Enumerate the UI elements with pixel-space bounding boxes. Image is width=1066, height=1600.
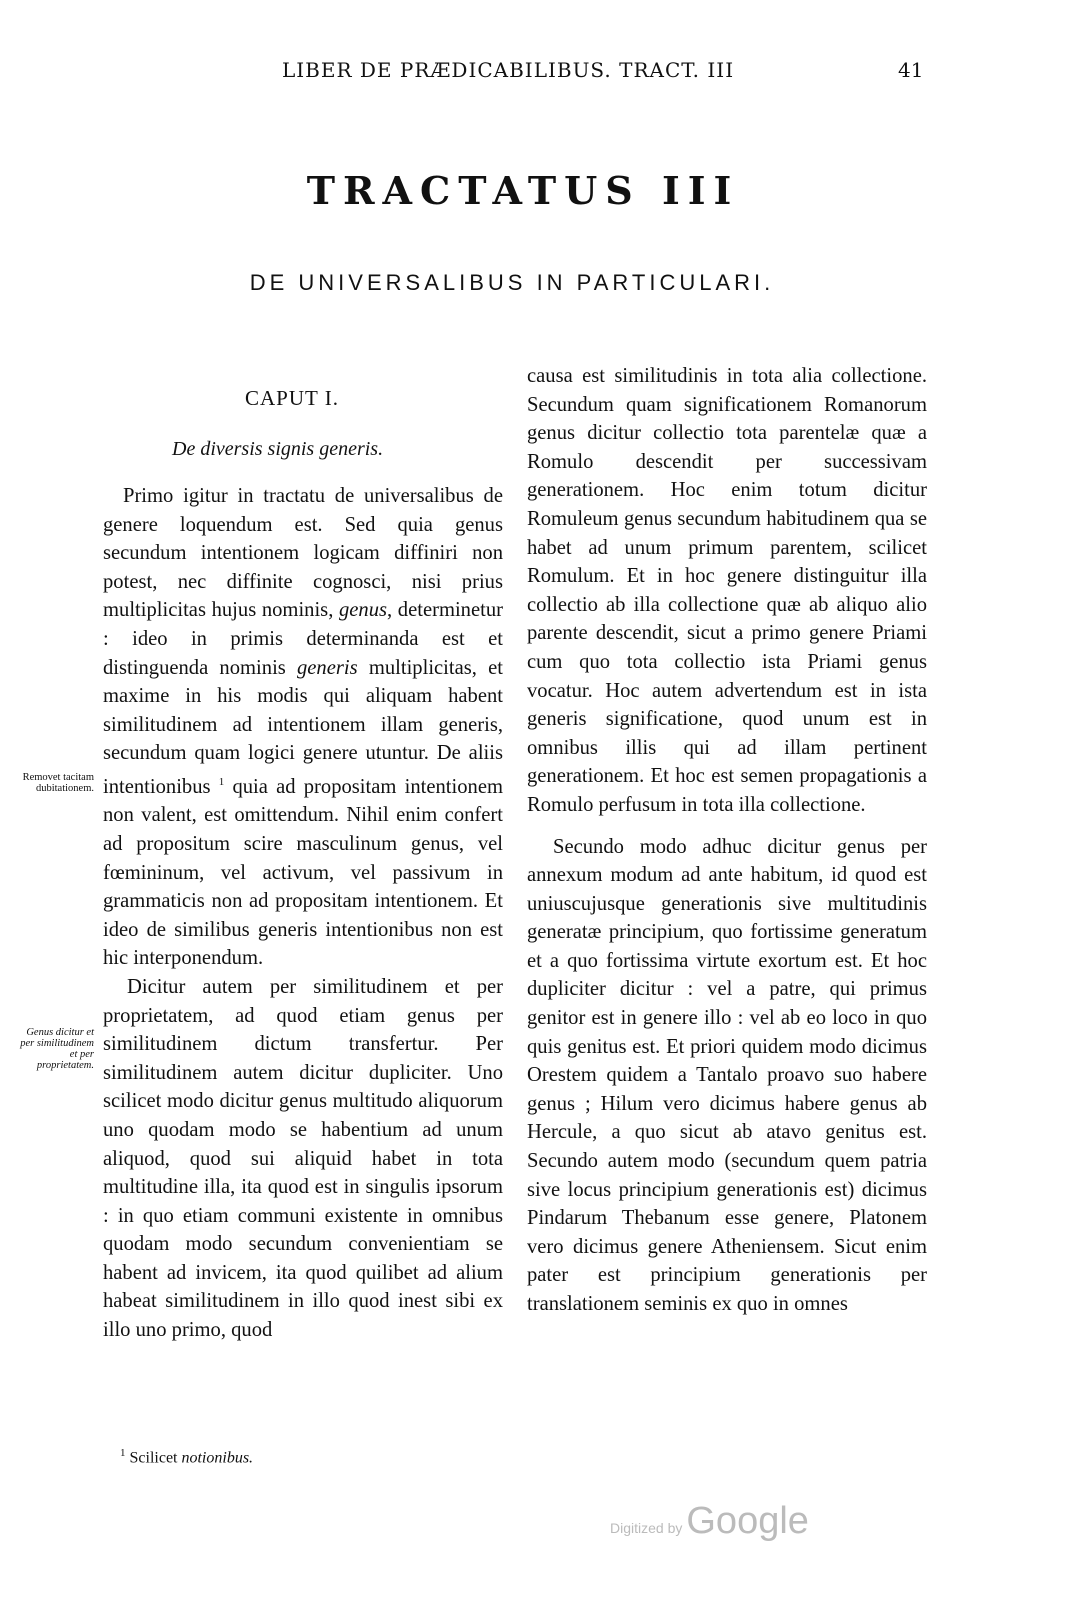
left-column [103,482,503,1345]
text-run: quia ad propositam intentionem non valent, est omittendum. Nihil enim confert ad propositum scire masculinum genus, vel fœmininum, vel activum, vel passivum in grammaticis non ad propositam intentionem. Et ideo de similibus generis intentionibus non est hic interponendum. [103,775,503,970]
caput-heading: CAPUT I. [245,386,339,410]
running-title: LIBER DE PRÆDICABILIBUS. TRACT. III [282,58,735,82]
google-logo: Google [686,1500,809,1542]
google-watermark [610,1500,809,1543]
watermark-prefix: Digitized by [610,1520,683,1536]
left-paragraph-2: Dicitur autem per similitudinem et per proprietatem, ad quod etiam genus per similitudinem dictum transfertur. Per similitudinem autem dicitur dupliciter. Uno scilicet modo dicitur genus multitudo aliquorum uno quodam modo se habentium ad unum aliquod, quod sui aliquid habet in tota multitudine illa, ita quod est in singulis ipsorum : in quo etiam communi existente in omnibus quodam modo secundum convenientiam se habent ad invicem, ita quod quilibet ad alium habeat similitudinem in illo quod inest sibi ex illo uno primo, quod [103,975,503,1342]
footnote-reference: 1 [218,775,225,788]
left-paragraph-1 [103,482,503,973]
italic-term: genus [338,599,388,622]
marginal-note-1: Removet tacitam dubitationem. [22,772,94,794]
footnote-text: Scilicet [129,1449,182,1467]
right-paragraph-2: Secundo modo adhuc dicitur genus per annexum modum ad ante habitum, id quod est uniuscujusque generationis sive multitudinis generatæ principium, quo fortissime generatum et a quo fortissima virtute exortum est. Et hoc dupliciter dicitur : vel a patre, qui primus genitor est in genere illo : vel ab eo loco in quo quis genitus est. Et priori quidem modo dicimus Orestem quidem a Tantalo proavo suo habere genus ; Hilum vero dicimus habere genus ab Hercule, a quo sicut ab atavo genitus est. Secundo autem modo (secundum quem patria sive locus principium generationis est) dicimus Pindarum Thebanum esse genere, Platonem vero dicimus genere Atheniensem. Sicut enim pater est principium generationis per translationem seminis ex quo in omnes [527,835,927,1315]
right-column [527,362,927,1319]
italic-term: generis [297,656,358,679]
caput-subheading: De diversis signis generis. [172,438,384,460]
right-paragraph-1: causa est similitudinis in tota alia collectione. Secundum quam significationem Romanorum genus dicitur collectio tota parentelæ quæ a Romulo descendit per successivam generationem. Hoc enim totum dicitur Romuleum genus secundum habitudinem qua se habet ad unum primum parentem, scilicet Romulum. Et in hoc genere distinguitur illa collectio ab illa collectione quæ ab aliquo alio parente descendit, sicut a primo genere Priami cum quo tota collectio ista Priami genus vocatur. Hoc autem advertendum est in ista generis significatione, quod unum est in omnibus illis qui ad illam pertinent generationem. Et hoc est semen propagationis a Romulo perfusum in tota illa collectione. [527,365,927,816]
marginal-note-2: Genus dicitur et per similitudinem et per proprietatem. [20,1027,94,1071]
text-run: , determinetur : ideo in primis determinanda est et distinguenda nominis [103,599,503,679]
text-run: Primo igitur in tractatu de universalibus de genere loquendum est. Sed quia genus secundum intentionem logicam diffiniri non potest, nec diffinite cognosci, nisi prius multiplicitas hujus nominis, [103,485,503,622]
footnote-mark: 1 [120,1447,126,1459]
footnote [120,1447,253,1467]
tractatus-title: TRACTATUS III [306,168,740,213]
footnote-italic: notionibus. [181,1449,254,1467]
tractatus-subtitle: DE UNIVERSALIBUS IN PARTICULARI. [249,270,775,295]
text-run: multiplicitas, et maxime in his modis qui aliquam habent similitudinem ad intentionem illam generis, secundum quam logici genere utuntur. De aliis intentionibus [103,656,503,798]
page-number: 41 [898,58,924,82]
